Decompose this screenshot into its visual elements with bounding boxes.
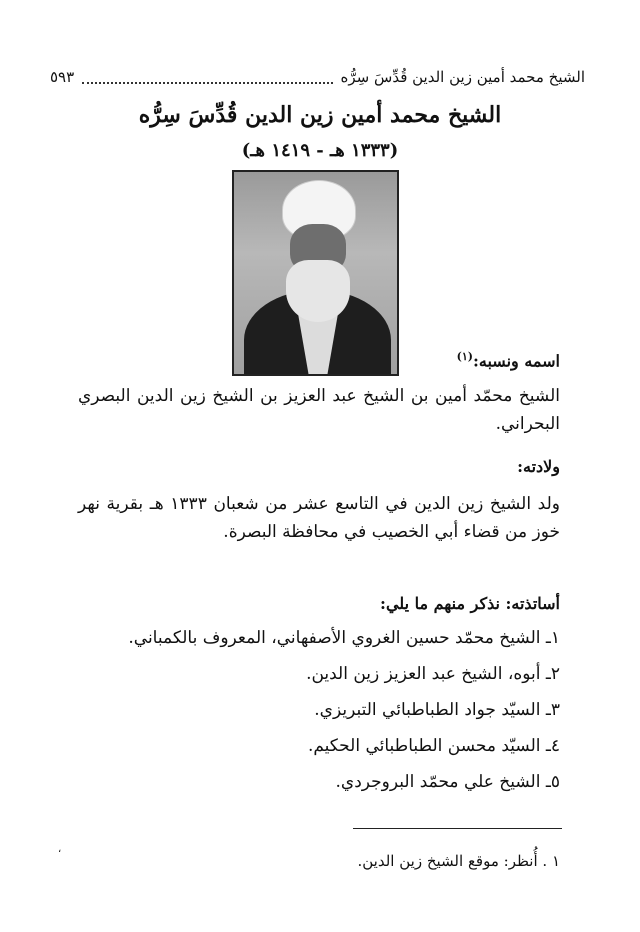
stray-mark: ،: [58, 844, 62, 855]
footnote: ١ . أُنظر: موقع الشيخ زين الدين.: [357, 852, 560, 870]
portrait-photo: [232, 170, 399, 376]
birth-paragraph: ولد الشيخ زين الدين في التاسع عشر من شعبان ١٣٣٣ هـ بقرية نهر خوز من قضاء أبي الخصيب في محافظة البصرة.: [78, 494, 560, 542]
list-item: ٢ـ أبوه، الشيخ عبد العزيز زين الدين.: [306, 664, 560, 684]
teachers-heading: أساتذته: نذكر منهم ما يلي:: [380, 594, 560, 613]
running-header: [50, 66, 585, 88]
birth-heading: ولادته:: [517, 457, 560, 476]
list-item: ٣ـ السيّد جواد الطباطبائي التبريزي.: [314, 700, 560, 720]
photo-beard: [286, 260, 350, 322]
leader-dots: [82, 70, 332, 84]
footnote-rule: [353, 828, 562, 829]
list-item: ٤ـ السيّد محسن الطباطبائي الحكيم.: [307, 736, 560, 756]
page-title: الشيخ محمد أمين زين الدين قُدِّسَ سِرُّه: [138, 102, 502, 128]
name-heading-text: اسمه ونسبه:: [472, 351, 560, 371]
page-number: ٥٩٣: [50, 68, 75, 86]
name-paragraph: الشيخ محمّد أمين بن الشيخ عبد العزيز بن الشيخ زين الدين البصري البحراني.: [78, 386, 560, 434]
list-item: ١ـ الشيخ محمّد حسين الغروي الأصفهاني، المعروف بالكمباني.: [128, 628, 560, 648]
life-dates: (١٣٣٣ هـ - ١٤١٩ هـ): [241, 140, 399, 161]
name-heading: [457, 350, 560, 370]
running-title: الشيخ محمد أمين زين الدين قُدِّسَ سِرُّه: [340, 68, 585, 86]
list-item: ٥ـ الشيخ علي محمّد البروجردي.: [335, 772, 560, 792]
teachers-list: [80, 624, 560, 804]
footnote-ref: (١): [456, 350, 473, 363]
